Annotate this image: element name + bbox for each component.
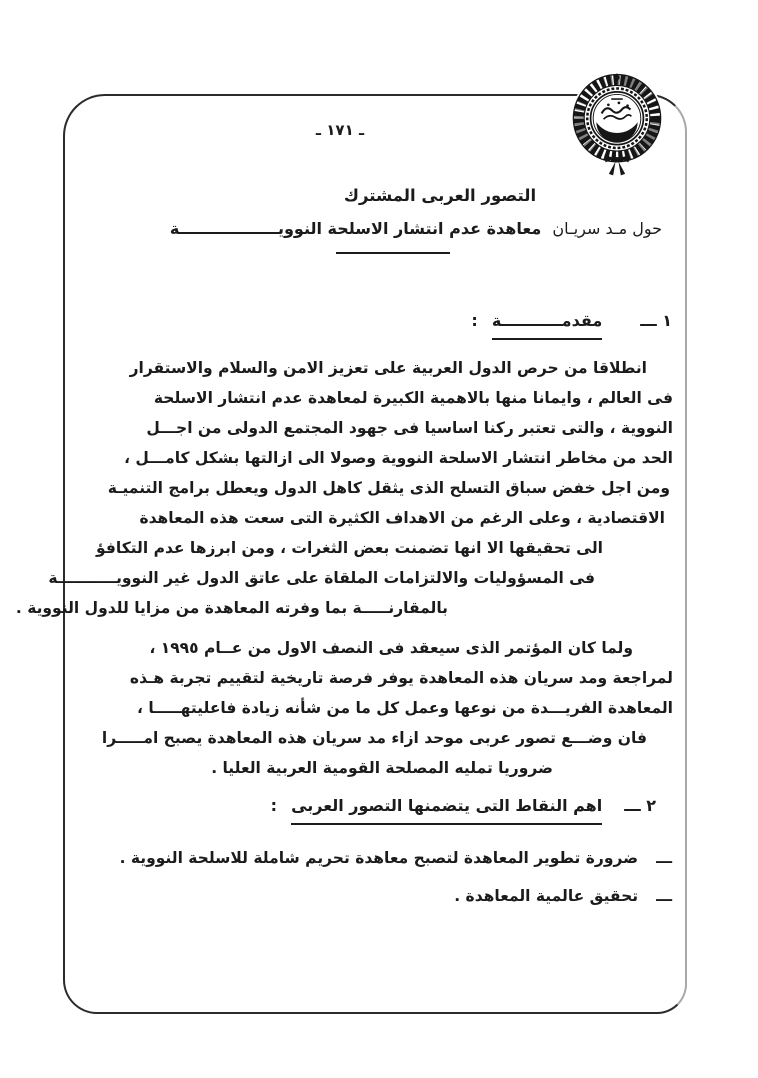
section-2-colon: :	[270, 796, 278, 815]
paragraph-line: فان وضـــع تصور عربى موحد ازاء مد سريان هذه المعاهدة يصبح امـــــرا	[101, 729, 647, 747]
section-1-colon: :	[471, 311, 478, 330]
section-1-number: ١ ـــ	[640, 311, 672, 330]
paragraph-line: ومن اجل خفض سباق التسلح الذى يثقل كاهل الدول ويعطل برامج التنميـة	[107, 479, 670, 497]
paragraph-line: فى المسؤوليات والالتزامات الملقاة على عاتق الدول غير النوويـــــــــــة	[48, 569, 595, 587]
paragraph-line: النووية ، والتى تعتبر ركنا اساسيا فى جهود المجتمع الدولى من اجـــل	[146, 419, 673, 437]
list-item	[454, 883, 672, 909]
arab-league-emblem-icon	[569, 70, 665, 178]
section-2-number: ٢ ـــ	[624, 796, 656, 815]
paragraph-line: انطلاقا من حرص الدول العربية على تعزيز الامن والسلام والاستقرار	[129, 359, 647, 377]
page-number: ـ ١٧١ ـ	[315, 121, 365, 139]
list-marker-dash: ـــ	[656, 849, 672, 867]
section-1-title: مقدمـــــــــــة	[492, 306, 602, 340]
document-title: التصور العربى المشترك	[343, 186, 537, 205]
paragraph-line: ولما كان المؤتمر الذى سيعقد فى النصف الاول من عــام ١٩٩٥ ،	[149, 639, 633, 657]
paragraph-line: ضروريا تمليه المصلحة القومية العربية العليا .	[211, 759, 553, 777]
paragraph-line: لمراجعة ومد سريان هذه المعاهدة يوفر فرصة تاريخية لتقييم تجربة هـذه	[129, 669, 673, 687]
subtitle-main: معاهدة عدم انتشار الاسلحة النوويــــــــــــــــــة	[169, 219, 542, 238]
section-2-title: اهم النقاط التى يتضمنها التصور العربى	[291, 791, 602, 825]
conference-paragraph	[95, 633, 673, 783]
list-item-text: تحقيق عالمية المعاهدة .	[454, 887, 639, 905]
paragraph-line: الحد من مخاطر انتشار الاسلحة النووية وصولا الى ازالتها بشكل كامـــل ،	[124, 449, 673, 467]
paragraph-line: الى تحقيقها الا انها تضمنت بعض الثغرات ، ومن ابرزها عدم التكافؤ	[96, 539, 603, 557]
intro-paragraph	[15, 353, 673, 623]
paragraph-line: المعاهدة الفريـــدة من نوعها وعمل كل ما من شأنه زيادة فاعليتهـــــا ،	[137, 699, 673, 717]
list-marker-dash: ـــ	[656, 887, 672, 905]
paragraph-line: بالمقارنـــــة بما وفرته المعاهدة من مزايا للدول النووية .	[15, 599, 448, 617]
subtitle-lead: حول مـد سريـان	[552, 219, 662, 238]
paragraph-line: الاقتصادية ، وعلى الرغم من الاهداف الكثيرة التى سعت هذه المعاهدة	[139, 509, 665, 527]
document-subtitle	[170, 219, 662, 238]
paragraph-line: فى العالم ، وايمانا منها بالاهمية الكبيرة لمعاهدة عدم انتشار الاسلحة	[153, 389, 673, 407]
list-item	[120, 845, 672, 871]
section-2-heading	[271, 791, 656, 825]
list-item-text: ضرورة تطوير المعاهدة لتصبح معاهدة تحريم شاملة للاسلحة النووية .	[119, 849, 639, 867]
subtitle-underline	[336, 252, 450, 254]
section-1-heading	[471, 306, 672, 340]
